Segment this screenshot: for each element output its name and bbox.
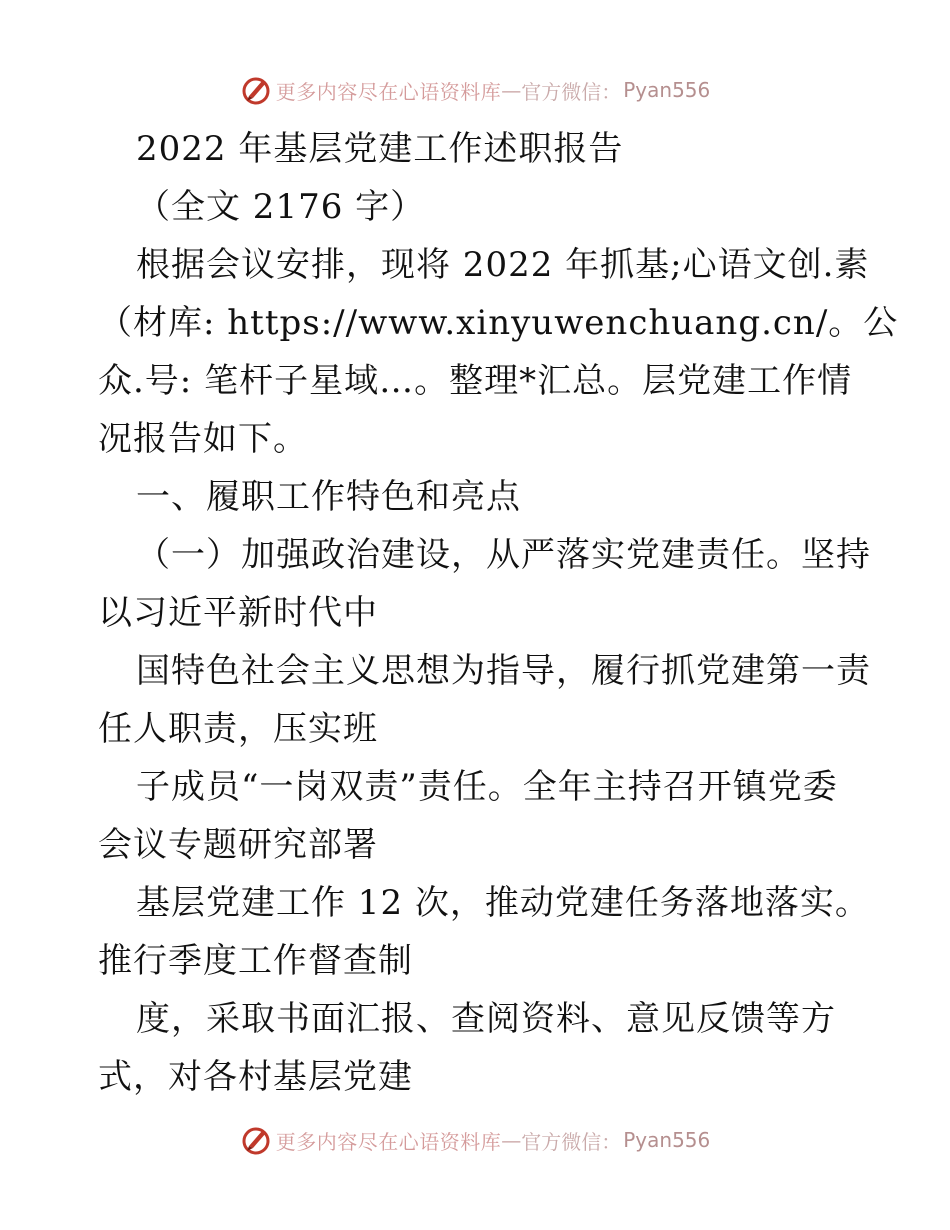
banner-wechat-label: 官方微信： (521, 79, 622, 104)
banner-dash: — (501, 1128, 522, 1152)
banner-dash: — (501, 78, 522, 102)
banner-wechat-id: Pyan556 (623, 78, 711, 102)
footer-watermark-banner (0, 1120, 950, 1160)
pen-logo-icon (240, 74, 272, 106)
banner-wechat-id: Pyan556 (623, 1128, 711, 1152)
paragraph-line: 国特色社会主义思想为指导，履行抓党建第一责 (136, 651, 871, 691)
paragraph-line: 子成员“一岗双责”责任。全年主持召开镇党委 (136, 767, 838, 807)
paragraph-line: 以习近平新时代中 (98, 593, 378, 633)
banner-wechat-label: 官方微信： (521, 1129, 622, 1154)
banner-text: 更多内容尽在心语资料库 (275, 1129, 502, 1154)
paragraph-line: 况报告如下。 (98, 419, 308, 459)
paragraph-line: （一）加强政治建设，从严落实党建责任。坚持 (136, 535, 871, 575)
paragraph-line: 根据会议安排，现将 2022 年抓基;心语文创.素 (136, 245, 870, 285)
section-heading: 一、履职工作特色和亮点 (136, 477, 521, 517)
pen-logo-icon (240, 1124, 272, 1156)
word-count: （全文 2176 字） (136, 187, 426, 227)
banner-text: 更多内容尽在心语资料库 (275, 79, 502, 104)
paragraph-line: 众.号: 笔杆子星域…。整理*汇总。层党建工作情 (98, 361, 853, 401)
document-body (98, 120, 899, 1106)
paragraph-line: （材库: https://www.xinyuwenchuang.cn/。公 (98, 303, 899, 343)
paragraph-line: 基层党建工作 12 次，推动党建任务落地落实。 (136, 883, 870, 923)
paragraph-line: 任人职责，压实班 (98, 709, 378, 749)
document-title: 2022 年基层党建工作述职报告 (136, 129, 624, 169)
header-watermark-banner (0, 70, 950, 110)
paragraph-line: 推行季度工作督查制 (98, 941, 413, 981)
paragraph-line: 会议专题研究部署 (98, 825, 378, 865)
paragraph-line: 度，采取书面汇报、查阅资料、意见反馈等方 (136, 999, 836, 1039)
paragraph-line: 式，对各村基层党建 (98, 1057, 413, 1097)
